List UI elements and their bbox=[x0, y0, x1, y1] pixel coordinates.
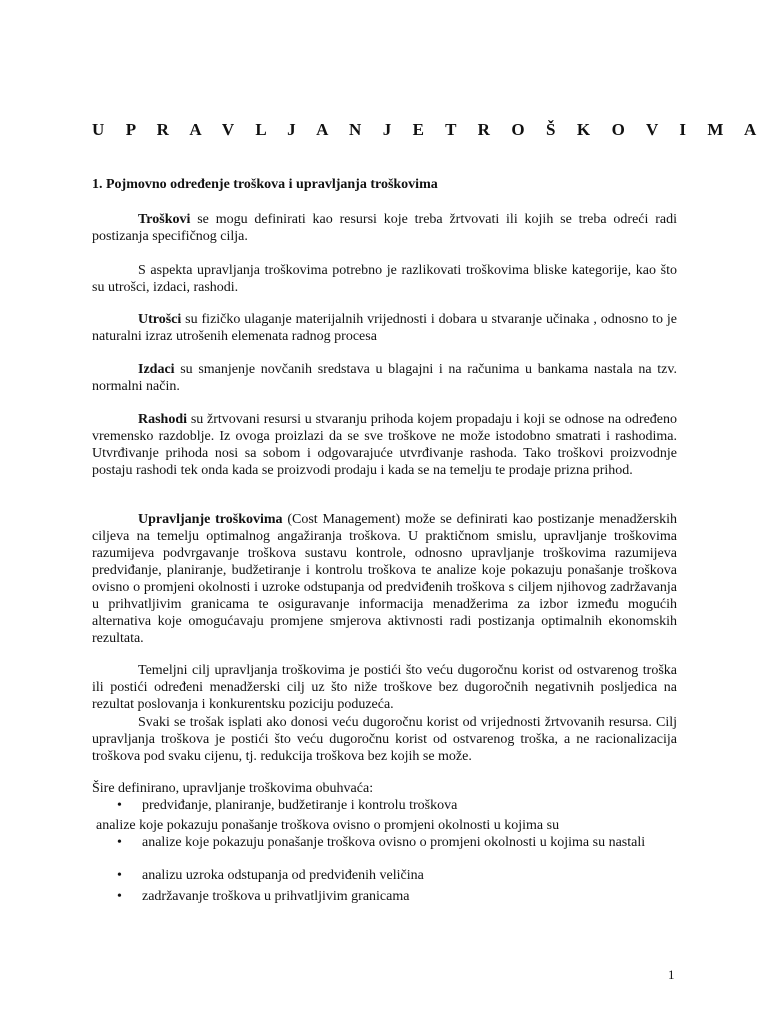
list-item-text: predviđanje, planiranje, budžetiranje i kontrolu troškova bbox=[142, 798, 458, 813]
paragraph-troskovi bbox=[92, 211, 677, 245]
term-izdaci: Izdaci bbox=[138, 362, 175, 377]
document-title: U P R A V L J A N J E T R O Š K O V I M A bbox=[92, 120, 765, 139]
term-rashodi: Rashodi bbox=[138, 412, 188, 427]
paragraph-aspect: S aspekta upravljanja troškovima potrebno je razlikovati troškovima bliske kategorije, kao što su utrošci, izdaci, rashodi. bbox=[92, 263, 677, 295]
definition-utrosci: su fizičko ulaganje materijalnih vrijednosti i dobara u stvaranje učinaka , odnosno to je naturalni izraz utrošenih elemenata radnog procesa bbox=[92, 312, 677, 344]
paragraph-isplati: Svaki se trošak isplati ako donosi veću dugoročnu korist od vrijednosti žrtvovanih resursa. Cilj upravljanja troškova je postići što veću dugoročnu korist od ostvarenog troška, a ne racionalizacija troškova pod svaku cijenu, tj. redukcija troškova bez kojih se može. bbox=[92, 715, 677, 764]
section-heading: 1. Pojmovno određenje troškova i upravljanja troškovima bbox=[92, 177, 438, 192]
definition-rashodi: su žrtvovani resursi u stvaranju prihoda kojem propadaju i koji se odnose na određeno vremensko razdoblje. Iz ovoga proizlazi da se sve troškove ne može istodobno smatrati i rashodima. Utvrđivanje prihoda nosi sa sobom i odgovarajuće utvrđivanje rashoda. Tako troškovi proizvodnje postaju rashodi tek onda kada se proizvodi prodaju i kada se na temelju te prodaje prizna prihod. bbox=[92, 412, 677, 478]
definition-izdaci: su smanjenje novčanih sredstava u blagajni i na računima u bankama nastala na tzv. normalni način. bbox=[92, 362, 677, 394]
list-item-text: analize koje pokazuju ponašanje troškova ovisno o promjeni okolnosti u kojima su nastali bbox=[142, 835, 646, 850]
paragraph-cilj: Temeljni cilj upravljanja troškovima je postići što veću dugoročnu korist od ostvarenog troška ili postići određeni menadžerski cilj uz što niže troškove bez dugoročnih negativnih posljedica na rezultat poslovanja i konkurentsku poziciju poduzeća. bbox=[92, 663, 677, 712]
term-troskovi: Troškovi bbox=[138, 212, 191, 227]
definition-troskovi: se mogu definirati kao resursi koje treba žrtvovati ili kojih se treba odreći radi postizanja specifičnog cilja. bbox=[92, 212, 677, 244]
bullet-icon: • bbox=[117, 798, 122, 813]
stray-line: analize koje pokazuju ponašanje troškova ovisno o promjeni okolnosti u kojima su bbox=[96, 818, 560, 833]
bullet-icon: • bbox=[117, 835, 122, 850]
list-intro: Šire definirano, upravljanje troškovima obuhvaća: bbox=[92, 781, 374, 796]
term-utrosci: Utrošci bbox=[138, 312, 182, 327]
paragraph-izdaci bbox=[92, 361, 677, 395]
paragraph-rashodi bbox=[92, 411, 677, 479]
list-item-text: analizu uzroka odstupanja od predviđenih veličina bbox=[142, 868, 424, 883]
bullet-icon: • bbox=[117, 868, 122, 883]
bullet-icon: • bbox=[117, 889, 122, 904]
paragraph-utrosci bbox=[92, 311, 677, 345]
definition-upravljanje: (Cost Management) može se definirati kao postizanje menadžerskih ciljeva na temelju optimalnog angažiranja troškova. U praktičnom smislu, upravljanje troškovima razumijeva podvrgavanje troškova sustavu kontrole, odnosno upravljanje troškovima razumijeva predviđanje, planiranje, budžetiranje i kontrolu troškova te analize koje pokazuju ponašanje troškova ovisno o promjeni okolnosti i uzroke odstupanja od predviđenih troškova s ciljem njihovog zadržavanja u prihvatljivim granicama te osiguravanje informacija menadžerima za izbor između mogućih alternativa koje omogućavaju promjene smjerova aktivnosti radi postizanja optimalnih ekonomskih rezultata. bbox=[92, 512, 677, 646]
paragraph-upravljanje bbox=[92, 511, 677, 647]
page-number: 1 bbox=[668, 967, 675, 982]
term-upravljanje: Upravljanje troškovima bbox=[138, 512, 283, 527]
list-item-text: zadržavanje troškova u prihvatljivim granicama bbox=[142, 889, 410, 904]
